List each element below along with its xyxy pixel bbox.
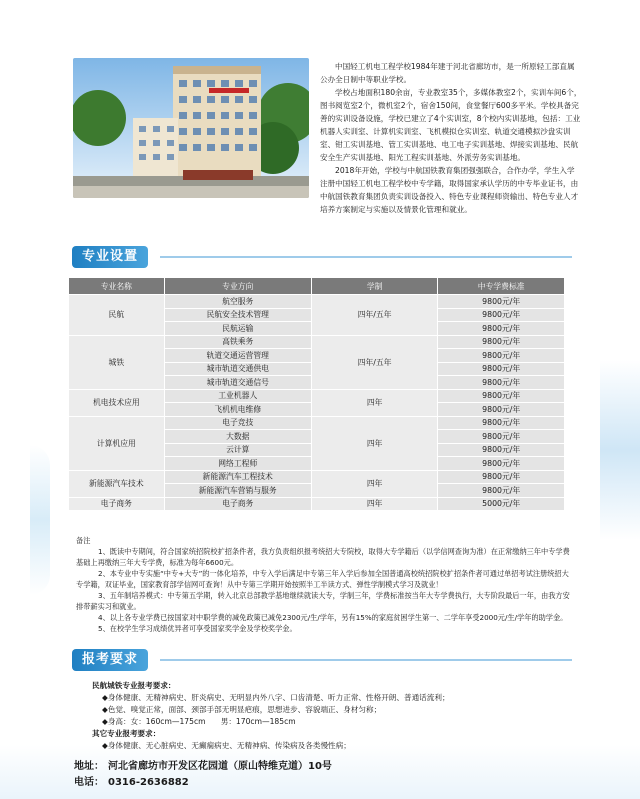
intro-paragraph: 学校占地面积180余亩，专业教室35个，多媒体教室2个，实训车间6个，图书阅览室2个，微机室2个，宿舍150间，食堂餐厅600多平米。学校具备完善的实训设备设施，学校已建立了4个实训室，8个校内实训基地，包括：工业机器人实训室、计算机实训室、飞机模拟仓实训室、轨道交通模拟沙盘实训室、钳工实训基地、管工实训基地、电工电子实训基地、焊接实训基地、民航安全生产实训基地、阳光工程实训基地、外派劳务实训基地。 xyxy=(320,88,582,162)
tuition: 9800元/年 xyxy=(438,308,565,322)
tuition: 9800元/年 xyxy=(438,335,565,349)
column-header: 学制 xyxy=(311,278,438,295)
phone-label: 电话： xyxy=(74,777,104,788)
duration: 四年 xyxy=(311,416,438,470)
tuition: 9800元/年 xyxy=(438,349,565,363)
address: 河北省廊坊市开发区花园道（原山特维克道）10号 xyxy=(108,761,332,772)
major-direction: 新能源汽车工程技术 xyxy=(164,470,311,484)
address-line xyxy=(74,759,332,775)
tuition: 9800元/年 xyxy=(438,430,565,444)
section-header-requirements: 报考要求 xyxy=(72,649,148,671)
note-item: 5、在校学生学习成绩优异者可享受国家奖学金及学校奖学金。 xyxy=(98,624,297,633)
decorative-shape xyxy=(30,445,50,595)
contact-info xyxy=(74,759,332,791)
intro-text xyxy=(320,60,582,216)
note-item: 4、以上各专业学费已按国家对中职学费的减免政策已减免2300元/生/学年，另有15%的家庭贫困学生第一、二学年享受2000元/生/学年的助学金。 xyxy=(98,613,568,622)
tuition: 9800元/年 xyxy=(438,295,565,309)
note-item: 1、既读中专期间，符合国家统招院校扩招条件者，我方负责组织报考统招大专院校，取得大专学籍后（以学信网查询为准）在正常缴纳三年中专学费基础上再缴纳三年大专学费，标准为每年6600元。 xyxy=(76,547,570,567)
phone-line xyxy=(74,775,332,791)
duration: 四年 xyxy=(311,389,438,416)
section-divider xyxy=(160,659,572,661)
table-row xyxy=(69,295,565,309)
tuition: 9800元/年 xyxy=(438,484,565,498)
campus-photo xyxy=(73,58,309,198)
major-direction: 民航安全技术管理 xyxy=(164,308,311,322)
address-label: 地址： xyxy=(74,761,104,772)
table-row xyxy=(69,389,565,403)
phone: 0316-2636882 xyxy=(108,777,189,788)
requirements-subtitle: 其它专业报考要求： xyxy=(92,729,161,738)
major-name: 计算机应用 xyxy=(69,416,165,470)
section-divider xyxy=(160,256,572,258)
note-item: 2、本专业中专实施“中专+大专”的一体化培养，中专入学后满足中专第三年入学后参加全国普通高校统招院校扩招条件者可通过单招考试注册统招大专学籍，双证毕业，国家教育部学信网可查询！从中专第三学期开始按照半工半读方式、弹性学制模式学习及就业！ xyxy=(76,569,569,589)
requirement-item: ◆身高：女：160cm—175cm 男：170cm—185cm xyxy=(102,717,296,726)
tuition: 9800元/年 xyxy=(438,416,565,430)
duration: 四年 xyxy=(311,497,438,511)
majors-table xyxy=(68,277,565,511)
major-direction: 电子商务 xyxy=(164,497,311,511)
tuition: 9800元/年 xyxy=(438,322,565,336)
intro-paragraph: 2018年开始，学校与中航国铁教育集团强强联合，合作办学，学生入学注册中国轻工机电工程学校中专学籍，取得国家承认学历的中专毕业证书，由中航国铁教育集团负责实训设备投入、特色专业课程师资输出、特色专业人才培养方案制定与实施以及情景化管理和就业。 xyxy=(320,166,579,214)
major-direction: 航空服务 xyxy=(164,295,311,309)
tuition: 9800元/年 xyxy=(438,389,565,403)
column-header: 专业名称 xyxy=(69,278,165,295)
requirements-subtitle: 民航城铁专业报考要求： xyxy=(92,681,176,690)
major-direction: 轨道交通运营管理 xyxy=(164,349,311,363)
notes-title: 备注 xyxy=(76,536,91,545)
major-name: 机电技术应用 xyxy=(69,389,165,416)
major-direction: 云计算 xyxy=(164,443,311,457)
major-direction: 城市轨道交通信号 xyxy=(164,376,311,390)
major-name: 电子商务 xyxy=(69,497,165,511)
table-row xyxy=(69,416,565,430)
table-header-row xyxy=(69,278,565,295)
requirement-item: ◆色觉、嗅觉正常，面部、颈部手部无明显疤痕，思想进步、容貌端正、身材匀称； xyxy=(102,705,382,714)
note-item: 3、五年制培养模式：中专第五学期，转入北京总部教学基地继续就读大专，学制三年，学费标准按当年大专学费执行，大专阶段最后一年，由我方安排带薪实习和就业。 xyxy=(76,591,570,611)
duration: 四年/五年 xyxy=(311,335,438,389)
column-header: 专业方向 xyxy=(164,278,311,295)
intro-paragraph: 中国轻工机电工程学校1984年建于河北省廊坊市，是一所原轻工部直属公办全日制中等职业学校。 xyxy=(320,62,575,84)
major-name: 城铁 xyxy=(69,335,165,389)
requirements xyxy=(82,680,572,752)
tuition: 9800元/年 xyxy=(438,470,565,484)
major-direction: 大数据 xyxy=(164,430,311,444)
duration: 四年 xyxy=(311,470,438,497)
major-name: 民航 xyxy=(69,295,165,336)
section-header-majors: 专业设置 xyxy=(72,246,148,268)
tuition: 9800元/年 xyxy=(438,362,565,376)
major-name: 新能源汽车技术 xyxy=(69,470,165,497)
tuition: 9800元/年 xyxy=(438,457,565,471)
major-direction: 城市轨道交通供电 xyxy=(164,362,311,376)
decorative-shape xyxy=(600,360,640,540)
tuition: 5000元/年 xyxy=(438,497,565,511)
top-band xyxy=(0,0,640,60)
table-row xyxy=(69,497,565,511)
major-direction: 工业机器人 xyxy=(164,389,311,403)
major-direction: 高铁乘务 xyxy=(164,335,311,349)
major-direction: 网络工程师 xyxy=(164,457,311,471)
tuition: 9800元/年 xyxy=(438,403,565,417)
table-row xyxy=(69,470,565,484)
major-direction: 新能源汽车营销与服务 xyxy=(164,484,311,498)
table-row xyxy=(69,335,565,349)
notes xyxy=(76,535,574,634)
requirement-item: ◆身体健康、无心脏病史、无癫痫病史、无精神病、传染病及各类慢性病； xyxy=(102,741,351,750)
major-direction: 电子竞技 xyxy=(164,416,311,430)
tuition: 9800元/年 xyxy=(438,443,565,457)
major-direction: 民航运输 xyxy=(164,322,311,336)
requirement-item: ◆身体健康、无精神病史、肝炎病史、无明显内外八字、口齿清楚、听力正常、性格开朗、普通话流利； xyxy=(102,693,450,702)
duration: 四年/五年 xyxy=(311,295,438,336)
column-header: 中专学费标准 xyxy=(438,278,565,295)
major-direction: 飞机机电维修 xyxy=(164,403,311,417)
tuition: 9800元/年 xyxy=(438,376,565,390)
